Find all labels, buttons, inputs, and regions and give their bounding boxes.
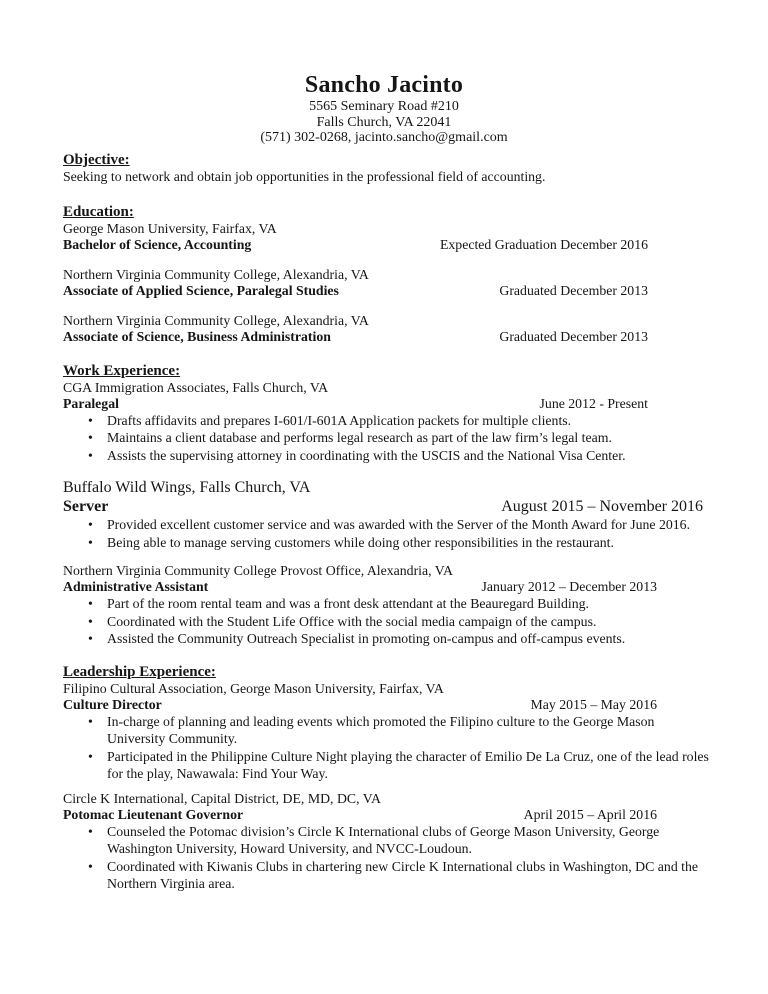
- bullet-item: • Coordinated with the Student Life Office with the social media campaign of the campus.: [107, 613, 715, 631]
- company-name: Buffalo Wild Wings, Falls Church, VA: [63, 479, 311, 496]
- work-experience-section: [63, 362, 705, 648]
- education-entry: [63, 267, 705, 299]
- work-experience-heading: Work Experience:: [63, 362, 181, 379]
- bullet-item: • Maintains a client database and performs legal research as part of the law firm’s legal team.: [107, 429, 715, 447]
- role-bullet-list: [63, 713, 715, 783]
- bullet-item: • Coordinated with Kiwanis Clubs in chartering new Circle K International clubs in Washington, DC and the Northern Virginia area.: [107, 858, 715, 893]
- graduation-date: Expected Graduation December 2016: [439, 236, 648, 252]
- bullet-item: • Part of the room rental team and was a front desk attendant at the Beauregard Building.: [107, 595, 715, 613]
- degree-row: [63, 237, 705, 253]
- role-bullet-list: [63, 823, 715, 893]
- resume-header: [63, 72, 705, 146]
- education-entry: [63, 313, 705, 345]
- degree-row: [63, 329, 705, 345]
- job-entry: [63, 563, 705, 648]
- organization-name: Filipino Cultural Association, George Mason University, Fairfax, VA: [63, 680, 444, 696]
- degree-row: [63, 283, 705, 299]
- job-title: Server: [63, 498, 109, 515]
- job-dates: August 2015 – November 2016: [501, 498, 703, 515]
- degree-name: Associate of Applied Science, Paralegal Studies: [63, 282, 339, 298]
- education-entry: [63, 221, 705, 253]
- objective-heading: Objective:: [63, 151, 130, 168]
- role-title: Potomac Lieutenant Governor: [63, 806, 244, 822]
- job-title-row: [63, 497, 705, 516]
- job-bullet-list: [63, 595, 715, 648]
- role-title-row: [63, 807, 705, 823]
- job-entry: [63, 380, 705, 465]
- role-title-row: [63, 697, 705, 713]
- education-heading: Education:: [63, 203, 134, 220]
- job-title: Paralegal: [63, 395, 119, 411]
- company-name: CGA Immigration Associates, Falls Church, VA: [63, 379, 329, 395]
- bullet-item: • Being able to manage serving customers while doing other responsibilities in the restaurant.: [107, 534, 715, 552]
- bullet-item: • Assists the supervising attorney in coordinating with the USCIS and the National Visa Center.: [107, 447, 715, 465]
- bullet-item: • Drafts affidavits and prepares I-601/I-601A Application packets for multiple clients.: [107, 412, 715, 430]
- objective-text: Seeking to network and obtain job opportunities in the professional field of accounting.: [63, 168, 546, 184]
- address-line-1: 5565 Seminary Road #210: [309, 99, 459, 114]
- organization-name: Circle K International, Capital District, DE, MD, DC, VA: [63, 790, 381, 806]
- role-title: Culture Director: [63, 696, 162, 712]
- graduation-date: Graduated December 2013: [499, 328, 648, 344]
- job-entry: [63, 478, 705, 551]
- job-bullet-list: [63, 516, 715, 551]
- job-dates: June 2012 - Present: [539, 395, 648, 411]
- degree-name: Associate of Science, Business Administration: [63, 328, 331, 344]
- job-title-row: [63, 396, 705, 412]
- job-title-row: [63, 579, 705, 595]
- bullet-item: • Provided excellent customer service and was awarded with the Server of the Month Award for June 2016.: [107, 516, 715, 534]
- bullet-item: • Participated in the Philippine Culture Night playing the character of Emilio De La Cruz, one of the lead roles for the play, Nawawala: Find Your Way.: [107, 748, 715, 783]
- job-bullet-list: [63, 412, 715, 465]
- person-name: Sancho Jacinto: [304, 72, 464, 98]
- bullet-item: • In-charge of planning and leading events which promoted the Filipino culture to the George Mason University Community.: [107, 713, 715, 748]
- leadership-entry: [63, 680, 709, 783]
- objective-section: [63, 151, 705, 185]
- role-dates: May 2015 – May 2016: [530, 696, 657, 712]
- job-dates: January 2012 – December 2013: [481, 579, 657, 594]
- bullet-item: • Assisted the Community Outreach Specialist in promoting on-campus and off-campus events.: [107, 630, 715, 648]
- address-line-2: Falls Church, VA 22041: [316, 114, 452, 130]
- education-section: [63, 203, 705, 345]
- school-name: George Mason University, Fairfax, VA: [63, 220, 277, 236]
- leadership-experience-heading: Leadership Experience:: [63, 663, 216, 680]
- leadership-experience-section: [63, 663, 709, 893]
- graduation-date: Graduated December 2013: [499, 282, 648, 298]
- contact-line: (571) 302-0268, jacinto.sancho@gmail.com: [260, 130, 508, 145]
- school-name: Northern Virginia Community College, Alexandria, VA: [63, 266, 369, 282]
- school-name: Northern Virginia Community College, Alexandria, VA: [63, 312, 369, 328]
- leadership-entry: [63, 791, 705, 893]
- bullet-item: • Counseled the Potomac division’s Circle K International clubs of George Mason University, George Washington University, Howard University, and NVCC-Loudoun.: [107, 823, 715, 858]
- role-dates: April 2015 – April 2016: [523, 806, 657, 822]
- degree-name: Bachelor of Science, Accounting: [63, 236, 252, 252]
- company-name: Northern Virginia Community College Provost Office, Alexandria, VA: [63, 563, 453, 578]
- job-title: Administrative Assistant: [63, 579, 209, 594]
